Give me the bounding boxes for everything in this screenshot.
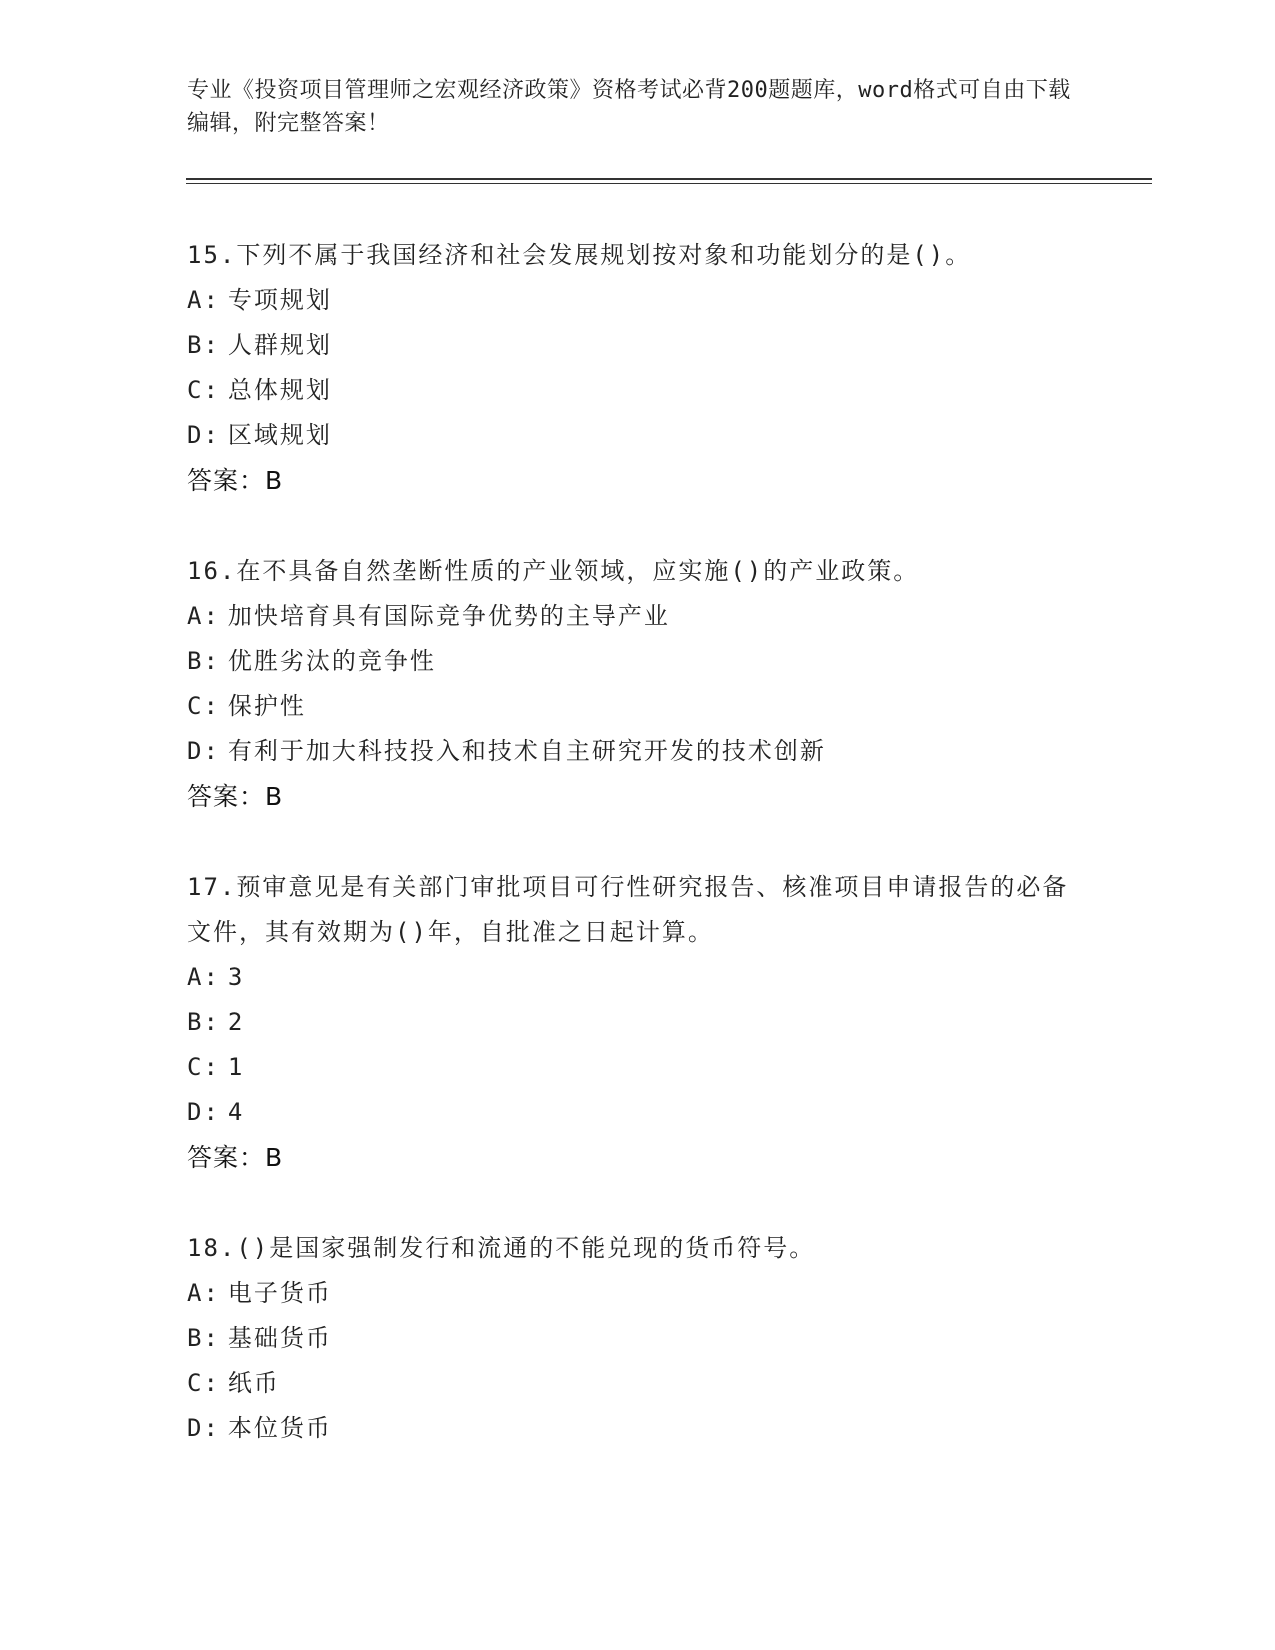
option-text: 总体规划 xyxy=(227,376,332,404)
question-item xyxy=(187,233,1087,503)
option-text: 有利于加大科技投入和技术自主研究开发的技术创新 xyxy=(227,737,826,765)
option-c xyxy=(187,368,1087,413)
option-text: 本位货币 xyxy=(227,1414,332,1442)
option-c xyxy=(187,684,1087,729)
option-key: C: xyxy=(187,1053,220,1081)
option-c xyxy=(187,1045,1087,1090)
question-item xyxy=(187,865,1087,1180)
option-d xyxy=(187,1090,1087,1135)
document-header: 专业《投资项目管理师之宏观经济政策》资格考试必背200题题库，word格式可自由下载编辑，附完整答案！ xyxy=(187,78,1071,136)
option-text: 2 xyxy=(227,1008,245,1036)
option-key: B: xyxy=(187,647,220,675)
option-key: A: xyxy=(187,286,220,314)
option-d xyxy=(187,729,1087,774)
question-item xyxy=(187,549,1087,819)
option-key: C: xyxy=(187,1369,220,1397)
option-text: 1 xyxy=(227,1053,245,1081)
option-b xyxy=(187,323,1087,368)
option-text: 优胜劣汰的竞争性 xyxy=(227,647,436,675)
question-stem: 15.下列不属于我国经济和社会发展规划按对象和功能划分的是()。 xyxy=(187,241,972,269)
option-key: D: xyxy=(187,737,220,765)
option-c xyxy=(187,1361,1087,1406)
header-divider-thick xyxy=(186,178,1152,180)
option-text: 人群规划 xyxy=(227,331,332,359)
option-key: A: xyxy=(187,602,220,630)
option-text: 加快培育具有国际竞争优势的主导产业 xyxy=(227,602,670,630)
answer-line: 答案：B xyxy=(187,1143,284,1172)
question-stem: 18.()是国家强制发行和流通的不能兑现的货币符号。 xyxy=(187,1234,816,1262)
option-text: 保护性 xyxy=(227,692,306,720)
option-b xyxy=(187,639,1087,684)
answer-line: 答案：B xyxy=(187,782,284,811)
option-key: D: xyxy=(187,421,220,449)
option-text: 专项规划 xyxy=(227,286,332,314)
option-text: 纸币 xyxy=(227,1369,280,1397)
option-a xyxy=(187,955,1087,1000)
option-a xyxy=(187,1271,1087,1316)
option-key: D: xyxy=(187,1098,220,1126)
option-text: 区域规划 xyxy=(227,421,332,449)
answer-line: 答案：B xyxy=(187,466,284,495)
option-key: B: xyxy=(187,1008,220,1036)
option-b xyxy=(187,1316,1087,1361)
option-key: B: xyxy=(187,1324,220,1352)
option-b xyxy=(187,1000,1087,1045)
question-item xyxy=(187,1226,1087,1451)
option-d xyxy=(187,1406,1087,1451)
question-stem: 16.在不具备自然垄断性质的产业领域，应实施()的产业政策。 xyxy=(187,557,920,585)
option-a xyxy=(187,278,1087,323)
header-divider-thin xyxy=(186,183,1152,184)
option-text: 基础货币 xyxy=(227,1324,332,1352)
option-d xyxy=(187,413,1087,458)
question-list xyxy=(187,233,1087,1497)
option-key: D: xyxy=(187,1414,220,1442)
option-text: 3 xyxy=(227,963,245,991)
question-stem: 17.预审意见是有关部门审批项目可行性研究报告、核准项目申请报告的必备文件，其有效期为()年，自批准之日起计算。 xyxy=(187,873,1069,946)
option-key: B: xyxy=(187,331,220,359)
option-a xyxy=(187,594,1087,639)
option-text: 4 xyxy=(227,1098,245,1126)
option-key: C: xyxy=(187,692,220,720)
option-text: 电子货币 xyxy=(227,1279,332,1307)
option-key: C: xyxy=(187,376,220,404)
option-key: A: xyxy=(187,1279,220,1307)
option-key: A: xyxy=(187,963,220,991)
